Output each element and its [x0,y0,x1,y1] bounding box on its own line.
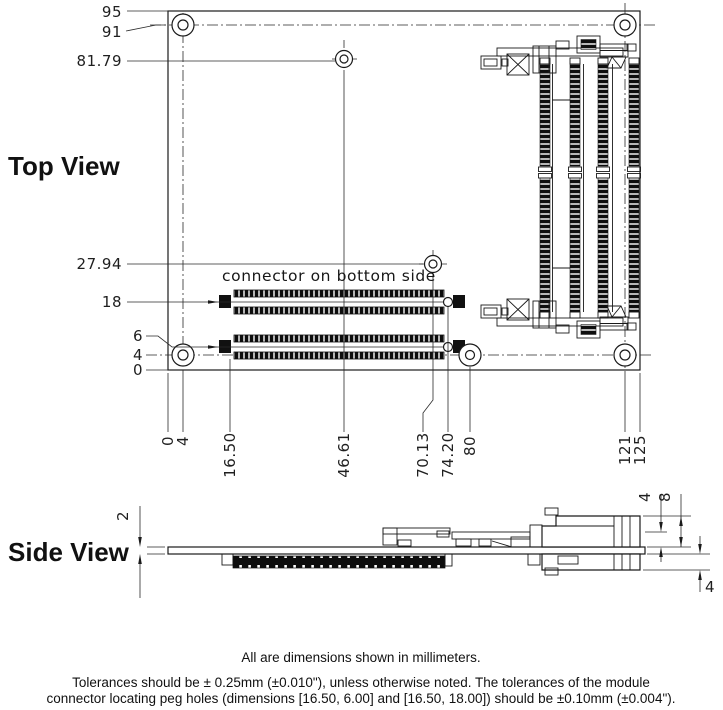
dim-thickness-2: 2 [114,510,132,522]
dim-x-16-50: 16.50 [221,432,239,478]
dim-x-80: 80 [461,435,479,457]
dim-81-79: 81.79 [76,52,122,70]
mounting-hole-top-right [614,14,636,36]
side-view-lower-socket [528,554,640,575]
drawing-notes [46,650,675,706]
dim-x-0: 0 [159,435,177,447]
dim-0: 0 [132,361,143,379]
top-view [8,3,658,478]
peg-hole-top-center [336,51,353,68]
connector-row [234,352,444,359]
dim-top-4: 4 [636,491,654,503]
board-outline-side-view [168,547,645,554]
dim-bottom-4: 4 [705,578,716,596]
locating-peg-right-upper [453,295,465,308]
dim-27-94: 27.94 [76,255,122,273]
side-view [8,492,715,598]
dim-x-46-61: 46.61 [335,432,353,478]
left-dimension-labels [77,3,143,379]
dim-x-74-20: 74.20 [439,432,457,478]
connector-row [234,335,444,342]
tolerance-note-line-2: connector locating peg holes (dimensions [16.50, 6.00] and [16.50, 18.00]) should be ±0.10mm (±0.004"). [46,691,676,706]
connector-row [234,307,444,314]
board-outline-top-view [168,11,640,370]
units-note: All are dimensions shown in millimeters. [241,650,481,665]
dim-91: 91 [101,23,122,41]
locating-peg-left-upper [219,295,231,308]
dim-95: 95 [101,3,122,21]
side-view-upper-socket [383,508,640,547]
dim-6: 6 [132,327,143,345]
dim-18: 18 [101,293,122,311]
top-view-title: Top View [8,151,120,181]
dim-x-70-13: 70.13 [414,432,432,478]
dim-x-4: 4 [174,435,192,447]
dim-x-125: 125 [631,434,649,466]
side-view-bottom-connector [222,554,452,568]
connector-pin-hole [444,298,453,307]
connector-on-bottom-side-label: connector on bottom side [222,267,436,285]
dim-top-stack [656,492,683,547]
dim-bottom-stack [698,536,715,596]
dim-top-8: 8 [656,491,674,503]
side-view-title: Side View [8,537,129,567]
locating-peg-left-lower [219,340,231,353]
dim-4: 4 [132,346,143,364]
connector-row [234,290,444,297]
dim-x-121: 121 [616,434,634,466]
bottom-dimension-labels [159,432,649,477]
tolerance-note-line-1: Tolerances should be ± 0.25mm (±0.010"), unless otherwise noted. The tolerances of the module [72,675,650,690]
mounting-hole-bottom-right [614,344,636,366]
hole-80-4 [459,344,481,366]
mounting-hole-top-left [172,14,194,36]
